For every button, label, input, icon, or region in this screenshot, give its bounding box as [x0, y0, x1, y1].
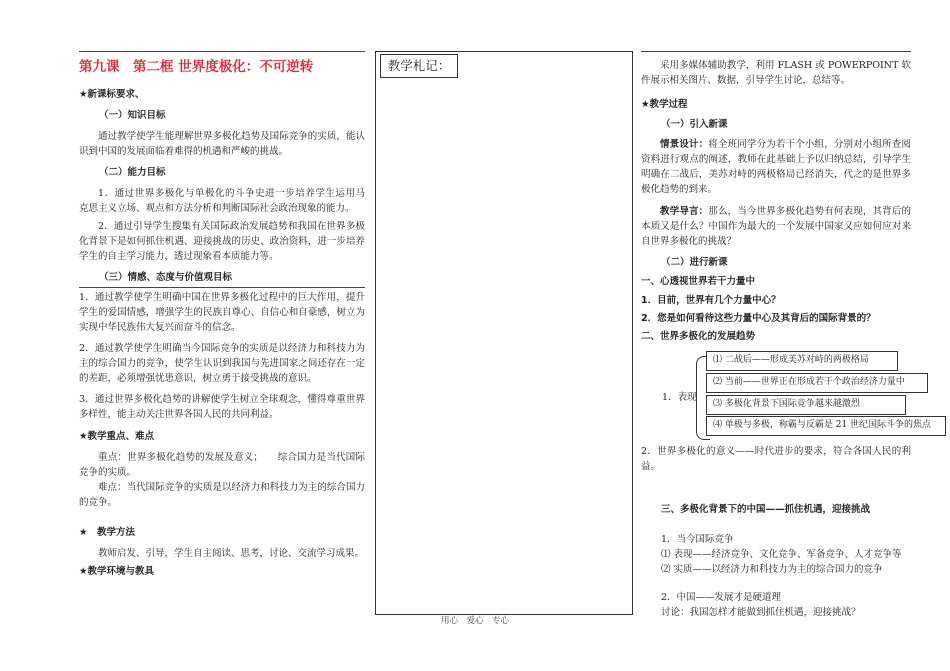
right-column — [641, 58, 911, 344]
guide-text: 那么，当今世界多极化趋势有何表现，其背后的本质又是什么？中国作为最大的一个发展中国家又应如何应对来自世界多极化的挑战？ — [641, 206, 911, 247]
process-heading: ★教学过程 — [641, 99, 688, 110]
discussion-text: 讨论：我国怎样才能做到抓住机遇，迎接挑战？ — [661, 607, 861, 618]
section-3-title: 三、多极化背景下的中国——抓住机遇，迎接挑战 — [661, 504, 871, 515]
question-2: 2．您是如何看待这些力量中心及其背后的国际背景的？ — [641, 313, 876, 324]
question-1: 1．目前，世界有几个力量中心？ — [641, 295, 781, 306]
significance-text: 2．世界多极化的意义——时代进步的要求，符合各国人民的利益。 — [641, 446, 911, 472]
scene-text: 将全班同学分为若干个小组，分别对小组所查阅资料进行观点的阐述，教师在此基础上予以归纳总结，引导学生明确在二战后，美苏对峙的两极格局已经消失，代之的是世界多极化趋势的到来。 — [641, 139, 911, 195]
ability-item-2: 2．通过引导学生搜集有关国际政治发展趋势和我国在世界多极化背景下是如何抓住机遇、迎接挑战的历史、政治资料，进一步培养学生的自主学习能力，透过现象看本质能力等。 — [79, 221, 365, 262]
trend-box-4: ⑷ 单极与多极，称霸与反霸是 21 世纪国际斗争的焦点 — [706, 416, 946, 436]
trend-box-2: ⑵ 当前——世界正在形成若干个政治经济力量中 — [706, 373, 928, 393]
method-text: 教师启发、引导，学生自主阅读、思考，讨论、交流学习成果。 — [98, 548, 365, 559]
scene-label: 情景设计： — [660, 139, 709, 150]
key-heading: ★教学重点、难点 — [79, 431, 155, 442]
page-footer: 用心 爱心 专心 — [440, 616, 509, 626]
key-point: 重点：世界多极化趋势的发展及意义； 综合国力是当代国际竞争的实质。 — [79, 452, 365, 478]
emotion-heading: （三）情感、态度与价值观目标 — [99, 272, 233, 283]
china-title: 2．中国——发展才是硬道理 — [661, 592, 782, 603]
guide-label: 教学导言： — [660, 206, 709, 217]
scene-design — [641, 137, 911, 197]
competition-item-2: ⑵ 实质——以经济力和科技力为主的综合国力的竞争 — [661, 564, 883, 575]
header-rule-right — [641, 51, 911, 52]
intro-heading: （一）引入新课 — [661, 119, 728, 130]
teaching-guide — [641, 204, 911, 249]
environment-text: 采用多媒体辅助教学，利用 FLASH 或 POWERPOINT 软件展示相关图片、数据，引导学生讨论，总结等。 — [641, 60, 911, 86]
header-rule-left — [79, 51, 365, 52]
standards-heading: ★新课标要求、 — [79, 89, 145, 100]
emotion-item-2: 2．通过教学使学生明确当今国际竞争的实质是以经济力和科技力为主的综合国力的竞争，使学生认识到我国与先进国家之间还存在一定的差距，必须增强忧患意识，树立勇于接受挑战的意识。 — [79, 343, 365, 384]
emotion-item-1: 1．通过教学使学生明确中国在世界多极化过程中的巨大作用，提升学生的爱国情感，增强学生的民族自尊心、自信心和自豪感，树立为实现中华民族伟大复兴而奋斗的信念。 — [79, 292, 365, 333]
teaching-notes-label: 教学札记： — [380, 54, 458, 78]
lesson-title: 第九课 第二框 世界度极化：不可逆转 — [79, 59, 314, 75]
section-1-title: 一、心透视世界若干力量中 — [641, 276, 756, 287]
ability-heading: （二）能力目标 — [99, 167, 166, 178]
competition-title: 1．当今国际竞争 — [661, 534, 734, 545]
emotion-divider — [79, 287, 365, 288]
environment-heading: ★教学环境与教具 — [79, 566, 155, 577]
new-lesson-heading: （二）进行新课 — [661, 257, 728, 268]
competition-item-1: ⑴ 表现——经济竞争、文化竞争、军备竞争、人才竞争等 — [661, 549, 902, 560]
knowledge-heading: （一）知识目标 — [99, 110, 166, 121]
emotion-item-3: 3．通过世界多极化趋势的讲解使学生树立全球观念，懂得尊重世界多样性，能主动关注世界各国人民的共同利益。 — [79, 394, 365, 420]
ability-item-1: 1．通过世界多极化与单极化的斗争史进一步培养学生运用马 克思主义立场、观点和方法分析和判断国际社会政治现象的能力。 — [79, 188, 375, 214]
difficult-point: 难点：当代国际竞争的实质是以经济力和科技力为主的综合国力的竞争。 — [79, 482, 365, 508]
trend-box-3: ⑶ 多极化背景下国际竞争越来越激烈 — [706, 395, 906, 415]
left-column — [79, 58, 375, 579]
trend-box-1: ⑴ 二战后——形成美苏对峙的两极格局 — [706, 351, 898, 371]
method-heading: ★ 教学方法 — [79, 527, 136, 538]
right-column-lower — [641, 444, 911, 620]
teaching-notes-box — [375, 51, 633, 615]
manifestation-label: 1．表现 — [662, 392, 697, 403]
section-2-title: 二、世界多极化的发展趋势 — [641, 331, 756, 342]
knowledge-text: 通过教学使学生能理解世界多极化趋势及国际竞争的实质，能认识到中国的发展面临着难得的机遇和严峻的挑战。 — [79, 131, 365, 157]
